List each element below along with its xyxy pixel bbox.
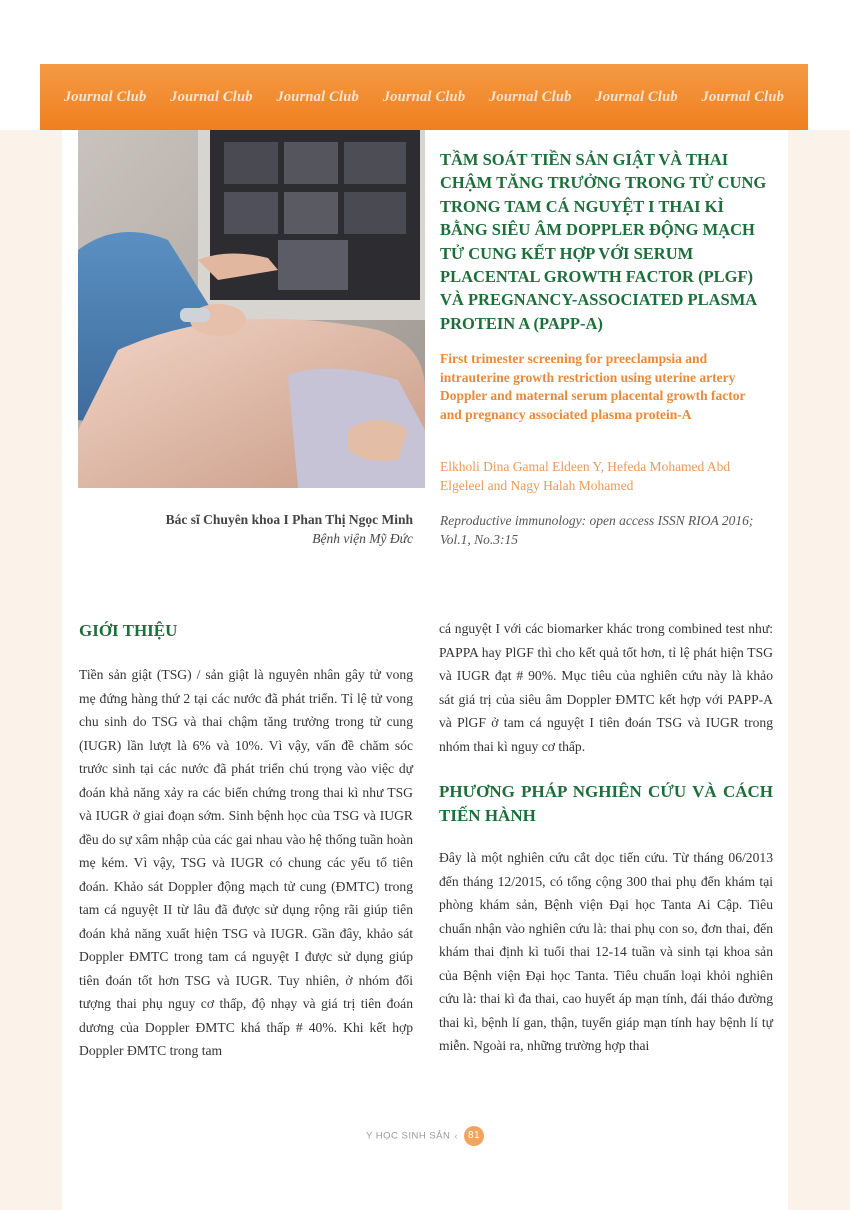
article-title-english: First trimester screening for preeclampsia and intrauterine growth restriction using uterine artery Doppler and maternal serum placental growth factor and pregnancy associated plasma protein-A <box>440 351 746 422</box>
intro-paragraph: Tiền sản giật (TSG) / sản giật là nguyên nhân gây tử vong mẹ đứng hàng thứ 2 tại các nước đã phát triển. Tỉ lệ tử vong chu sinh do TSG và thai chậm tăng trưởng trong tử cung (IUGR) lần lượt là 6% và 10%. Vì vậy, vấn đề chăm sóc trước sinh tại các nước đã phát triển chú trọng vào việc dự đoán khả năng xảy ra các biến chứng trong thai kì như TSG và IUGR ở giai đoạn sớm. Sinh bệnh học của TSG và IUGR đều do sự xâm nhập của các gai nhau vào hệ thống tuần hoàn mẹ kém. Vì vậy, TSG và IUGR có chung các yếu tố tiên đoán. Khảo sát Doppler động mạch tử cung (ĐMTC) trong tam cá nguyệt II từ lâu đã được sử dụng rộng rãi giúp tiên đoán khả năng xuất hiện TSG và IUGR. Gần đây, khảo sát Doppler ĐMTC trong tam cá nguyệt I được sử dụng giúp tiên đoán tốt hơn TSG và IUGR. Tuy nhiên, ở nhóm đối tượng thai phụ nguy cơ thấp, độ nhạy và giá trị tiên đoán dương của Doppler ĐMTC khá thấp # 40%. Khi kết hợp Doppler ĐMTC trong tam <box>79 667 413 1058</box>
methods-paragraph: Đây là một nghiên cứu cắt dọc tiến cứu. Từ tháng 06/2013 đến tháng 12/2015, có tổng cộng 300 thai phụ đến khám tại phòng khám sản, Bệnh viện Đại học Tanta Ai Cập. Tiêu chuẩn nhận vào nghiên cứu là: thai phụ con so, đơn thai, đến khám thai định kì tuổi thai 12-14 tuần và sinh tại khoa sản của Bệnh viện Đại học Tanta. Tiêu chuẩn loại khỏi nghiên cứu là: thai kì đa thai, cao huyết áp mạn tính, đái tháo đường thai kì, bệnh lí gan, thận, tuyến giáp mạn tính hay bệnh lí tự miễn. Ngoài ra, những trường hợp thai <box>439 850 773 1053</box>
intro-heading: GIỚI THIỆU <box>79 621 178 640</box>
journal-club-banner <box>40 64 808 130</box>
photo-illustration <box>78 130 425 488</box>
chevron-left-icon: ‹ <box>454 1130 459 1142</box>
author-organization: Bệnh viện Mỹ Đức <box>312 531 413 546</box>
banner-item: Journal Club <box>170 88 253 105</box>
right-column <box>439 617 773 1058</box>
article-title-vietnamese: TẦM SOÁT TIỀN SẢN GIẬT VÀ THAI CHẬM TĂNG TRƯỞNG TRONG TỬ CUNG TRONG TAM CÁ NGUYỆT I THAI KÌ BẰNG SIÊU ÂM DOPPLER ĐỘNG MẠCH TỬ CUNG KẾT HỢP VỚI SERUM PLACENTAL GROWTH FACTOR (PLGF) VÀ PREGNANCY-ASSOCIATED PLASMA PROTEIN A (PAPP-A) <box>440 150 767 333</box>
page-footer <box>0 1126 850 1146</box>
left-column <box>79 619 413 1063</box>
page-number: 81 <box>464 1126 484 1146</box>
source-citation: Reproductive immunology: open access ISSN RIOA 2016; Vol.1, No.3:15 <box>440 513 754 547</box>
author-byline <box>78 510 413 548</box>
ultrasound-scan-photo <box>78 130 425 488</box>
banner-item: Journal Club <box>63 88 147 105</box>
banner-item: Journal Club <box>595 88 678 105</box>
intro-paragraph-continued: cá nguyệt I với các biomarker khác trong combined test như: PAPPA hay PlGF thì cho kết quả tốt hơn, tỉ lệ phát hiện TSG và IUGR đạt # 90%. Mục tiêu của nghiên cứu này là khảo sát giá trị của siêu âm Doppler ĐMTC kết hợp với PAPP-A và PlGF ở tam cá nguyệt I tiên đoán TSG và IUGR trong nhóm thai kì nguy cơ thấp. <box>439 621 773 754</box>
page-margin-left <box>0 130 62 1210</box>
original-authors: Elkholi Dina Gamal Eldeen Y, Hefeda Mohamed Abd Elgeleel and Nagy Halah Mohamed <box>440 459 731 493</box>
methods-heading: PHƯƠNG PHÁP NGHIÊN CỨU VÀ CÁCH TIẾN HÀNH <box>439 782 773 825</box>
banner-item: Journal Club <box>382 88 466 105</box>
page-margin-right <box>788 130 850 1210</box>
banner-item: Journal Club <box>276 88 359 105</box>
author-name: Bác sĩ Chuyên khoa I Phan Thị Ngọc Minh <box>165 512 413 527</box>
banner-item: Journal Club <box>488 88 572 105</box>
banner-item: Journal Club <box>701 88 785 105</box>
footer-journal-name: Y HỌC SINH SẢN <box>365 1130 451 1142</box>
